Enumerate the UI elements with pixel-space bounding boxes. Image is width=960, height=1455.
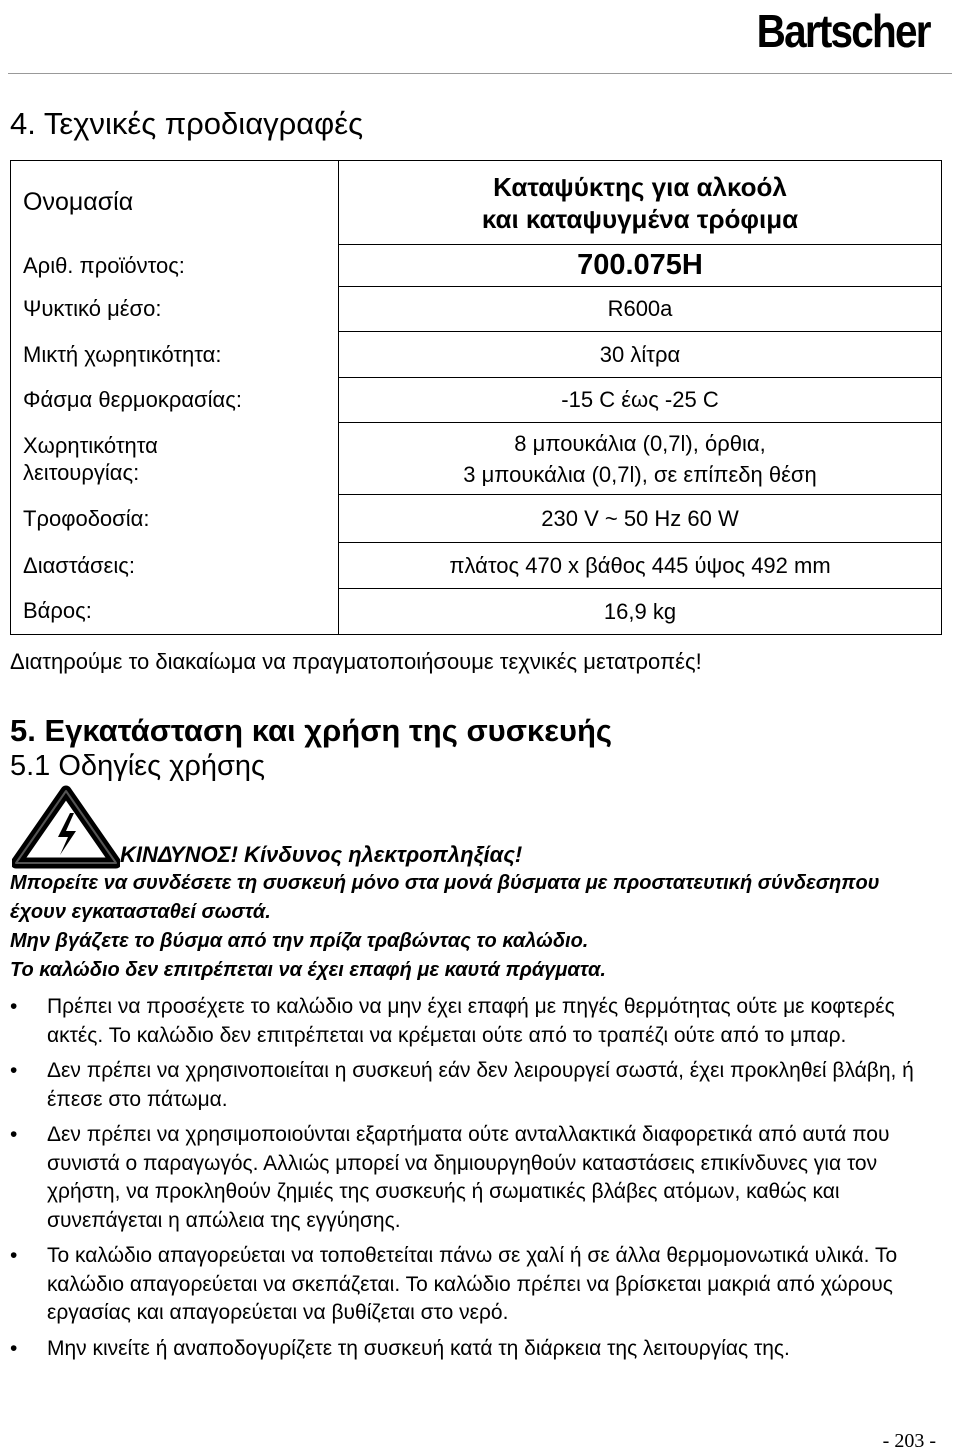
note-text: Μην κινείτε ή αναποδογυρίζετε τη συσκευή κατά τη διάρκεια της λειτουργίας της. (47, 1336, 790, 1360)
spec-value-refrigerant: R600a (339, 287, 942, 332)
specs-table (10, 160, 942, 635)
warning-line: Το καλώδιο δεν επιτρέπεται να έχει επαφή με καυτά πράγματα. (10, 959, 606, 981)
list-item (10, 1121, 945, 1235)
list-item (10, 1057, 945, 1114)
bullet-icon: • (10, 1244, 18, 1267)
spec-label-power: Τροφοδοσία: (11, 495, 339, 543)
header-divider (8, 73, 952, 74)
spec-label-dimensions: Διαστάσεις: (11, 543, 339, 589)
spec-label-name: Ονομασία (11, 161, 339, 245)
spec-value-operating-capacity: 8 μπουκάλια (0,7l), όρθια, 3 μπουκάλια (0,7l), σε επίπεδη θέση (339, 423, 942, 495)
spec-value-temperature: -15 C έως -25 C (339, 378, 942, 423)
note-text: Δεν πρέπει να χρησινοποιείται η συσκευή εάν δεν λειρουργεί σωστά, έχει προκληθεί βλάβη, ή έπεσε στο πάτωμα. (47, 1059, 914, 1111)
bullet-icon: • (10, 1336, 18, 1360)
warning-line: Μην βγάζετε το βύσμα από την πρίζα τραβώντας το καλώδιο. (10, 930, 589, 952)
spec-label-operating-capacity: Χωρητικότητα λειτουργίας: (11, 423, 339, 495)
brand-text: Bartscher (756, 5, 930, 57)
spec-label-model: Αριθ. προϊόντος: (11, 245, 339, 287)
bullet-icon: • (10, 1059, 18, 1082)
list-item (10, 1335, 945, 1364)
technical-changes-note: Διατηρούμε το διακαίωμα να πραγματοποιήσουμε τεχνικές μετατροπές! (10, 649, 702, 674)
list-item (10, 1242, 945, 1328)
spec-value-dimensions: πλάτος 470 x βάθος 445 ύψος 492 mm (339, 543, 942, 589)
note-text: Δεν πρέπει να χρησιμοποιούνται εξαρτήματα ούτε ανταλλακτικά διαφορετικά από αυτά που συνιστά ο παραγωγός. Αλλιώς μπορεί να δημιουργηθούν καταστάσεις επικίνδυνες για τον χρήστη, να προκληθούν ζημιές της συσκευής ή σωματικές βλάβες ατόμων, καθώς και συνεπάγεται η απώλεια της εγγύησης. (47, 1123, 890, 1232)
note-text: Το καλώδιο απαγορεύεται να τοποθετείται πάνω σε χαλί ή σε άλλα θερμομονωτικά υλικά. Το καλώδιο απαγορεύεται να σκεπάζεται. Το καλώδιο πρέπει να βρίσκεται μακριά από χώρους εργασίας και απαγορεύεται να βυθίζεται στο νερό. (47, 1244, 898, 1324)
brand-logo (757, 4, 930, 58)
electric-warning (10, 840, 940, 985)
spec-value-name: Καταψύκτης για αλκοόλ και καταψυγμένα τρόφιμα (339, 161, 942, 245)
spec-value-weight: 16,9 kg (339, 589, 942, 635)
bullet-icon: • (10, 995, 18, 1018)
spec-label-temperature: Φάσμα θερμοκρασίας: (11, 378, 339, 423)
warning-heading: ΚΙΝΔΥΝΟΣ! Κίνδυνος ηλεκτροπληξίας! (120, 842, 523, 867)
bullet-icon: • (10, 1123, 18, 1146)
section-4-title: 4. Τεχνικές προδιαγραφές (10, 106, 364, 141)
spec-value-model: 700.075H (339, 245, 942, 287)
spec-label-weight: Βάρος: (11, 589, 339, 635)
spec-value-capacity: 30 λίτρα (339, 332, 942, 378)
page-number: - 203 - (882, 1430, 936, 1452)
list-item (10, 993, 945, 1050)
section-5-1-title: 5.1 Οδηγίες χρήσης (10, 750, 265, 782)
warning-line: Μπορείτε να συνδέσετε τη συσκευή μόνο στα μονά βύσματα με προστατευτική σύνδεσηπου έχουν εγκατασταθεί σωστά. (10, 872, 880, 923)
spec-label-refrigerant: Ψυκτικό μέσο: (11, 287, 339, 332)
safety-notes-list (10, 993, 945, 1370)
spec-label-capacity: Μικτή χωρητικότητα: (11, 332, 339, 378)
section-5-title: 5. Εγκατάσταση και χρήση της συσκευής (10, 713, 613, 748)
spec-value-power: 230 V ~ 50 Hz 60 W (339, 495, 942, 543)
note-text: Πρέπει να προσέχετε το καλώδιο να μην έχει επαφή με πηγές θερμότητας ούτε με κοφτερές ακτές. Το καλώδιο δεν επιτρέπεται να κρέμεται ούτε από το τραπέζι ούτε από το μπαρ. (47, 995, 895, 1047)
